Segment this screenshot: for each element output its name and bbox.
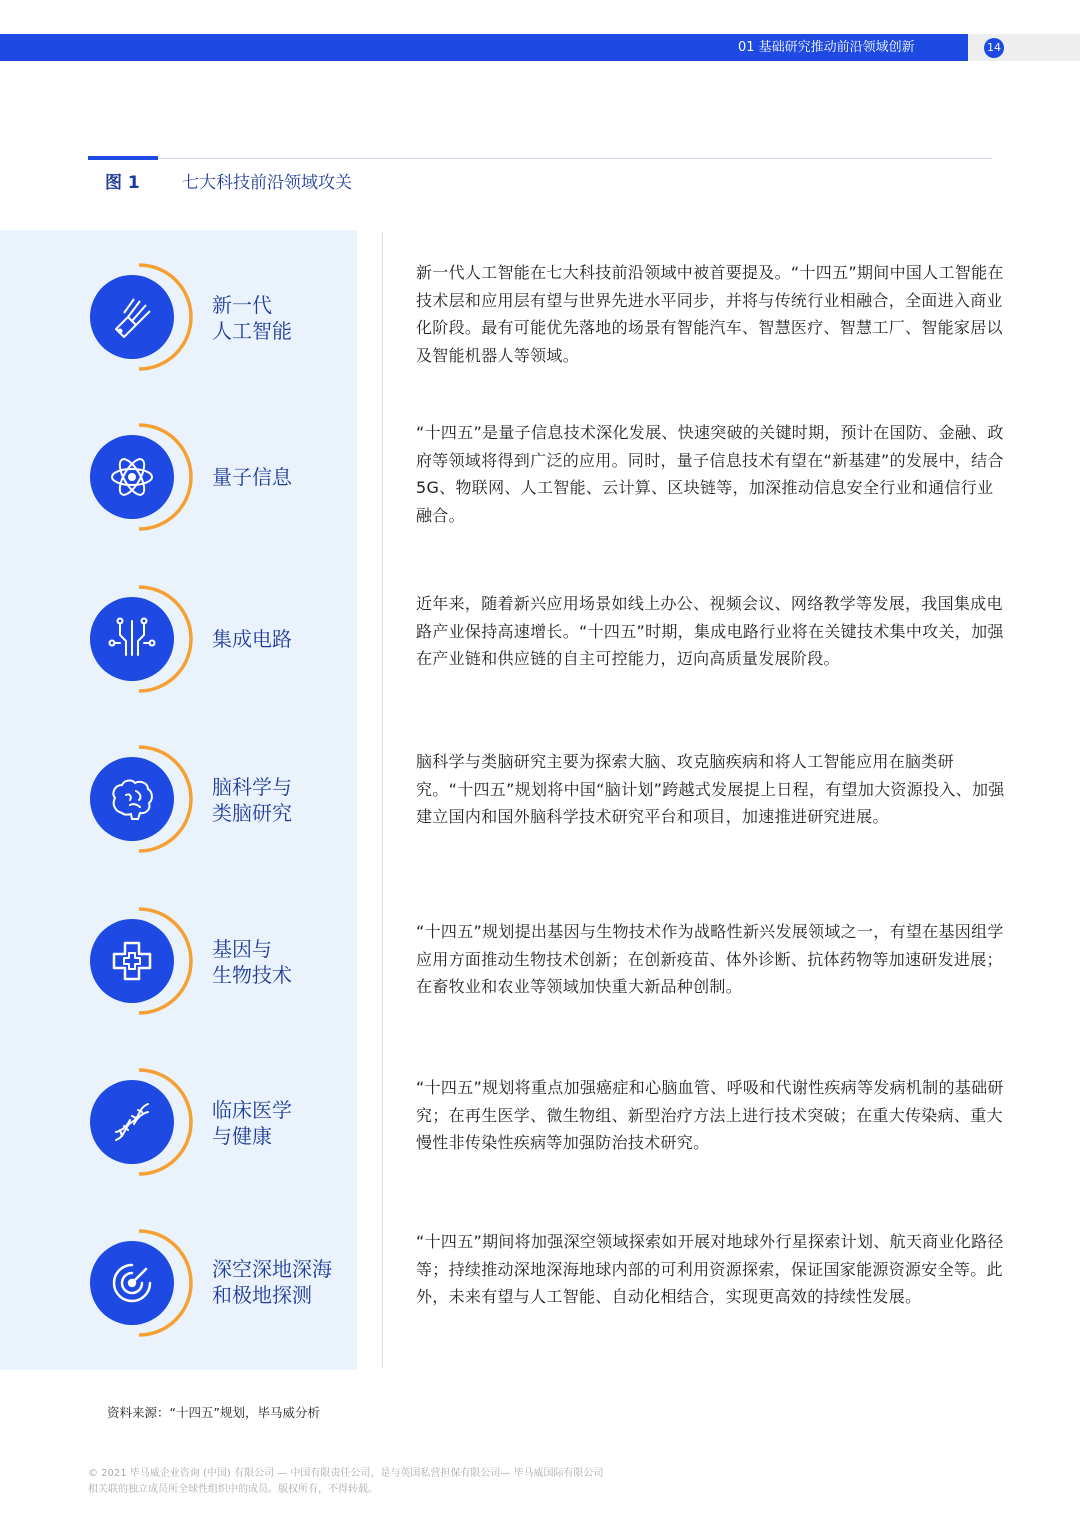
figure-label: 图 1 [105, 173, 140, 193]
icon-badge [84, 1228, 188, 1338]
column-divider [382, 232, 383, 1368]
icon-badge [84, 906, 188, 1016]
robot-hand-icon [106, 291, 158, 343]
item-label: 深空深地深海 和极地探测 [212, 1257, 332, 1307]
circuit-icon [106, 613, 158, 665]
item-label: 新一代 人工智能 [212, 293, 292, 343]
atom-icon [106, 451, 158, 503]
item-description: “十四五”规划提出基因与生物技术作为战略性新兴发展领域之一，有望在基因组学应用方面推动生物技术创新；在创新疫苗、体外诊断、抗体药物等加速研发进展；在畜牧业和农业等领域加快重大新品种创制。 [416, 922, 1004, 997]
item-label: 基因与 生物技术 [212, 937, 292, 987]
icon-badge [84, 1067, 188, 1177]
icon-badge [84, 422, 188, 532]
figure-title: 七大科技前沿领域攻关 [182, 173, 352, 193]
page-number: 14 [984, 38, 1004, 58]
icon-badge [84, 744, 188, 854]
figure-rule-accent [88, 156, 158, 160]
item-description: “十四五”是量子信息技术深化发展、快速突破的关键时期，预计在国防、金融、政府等领域将得到广泛的应用。同时，量子信息技术有望在“新基建”的发展中，结合5G、物联网、人工智能、云计算、区块链等，加深推动信息安全行业和通信行业融合。 [416, 423, 1004, 525]
item-label: 临床医学 与健康 [212, 1098, 292, 1148]
item-label: 量子信息 [212, 465, 292, 489]
copyright-line-1: © 2021 毕马威企业咨询 (中国) 有限公司 — 中国有限责任公司，是与英国私营担保有限公司— 毕马威国际有限公司 [88, 1468, 604, 1479]
section-title: 01 基础研究推动前沿领域创新 [738, 40, 915, 55]
source-note: 资料来源：“十四五”规划，毕马威分析 [107, 1405, 320, 1420]
icon-badge [84, 584, 188, 694]
medical-cross-icon [106, 935, 158, 987]
brain-icon [106, 773, 158, 825]
icon-badge [84, 262, 188, 372]
item-label: 集成电路 [212, 627, 292, 651]
item-description: “十四五”期间将加强深空领域探索如开展对地球外行星探索计划、航天商业化路径等；持续推动深地深海地球内部的可利用资源探索，保证国家能源资源安全等。此外，未来有望与人工智能、自动化相结合，实现更高效的持续性发展。 [416, 1232, 1004, 1307]
item-description: 近年来，随着新兴应用场景如线上办公、视频会议、网络教学等发展，我国集成电路产业保持高速增长。“十四五”时期，集成电路行业将在关键技术集中攻关，加强在产业链和供应链的自主可控能力，迈向高质量发展阶段。 [416, 594, 1004, 669]
item-description: 新一代人工智能在七大科技前沿领域中被首要提及。“十四五”期间中国人工智能在技术层和应用层有望与世界先进水平同步，并将与传统行业相融合，全面进入商业化阶段。最有可能优先落地的场景有智能汽车、智慧医疗、智慧工厂、智能家居以及智能机器人等领域。 [416, 263, 1004, 365]
dna-icon [106, 1096, 158, 1148]
radar-icon [106, 1257, 158, 1309]
item-description: 脑科学与类脑研究主要为探索大脑、攻克脑疾病和将人工智能应用在脑类研究。“十四五”规划将中国“脑计划”跨越式发展提上日程，有望加大资源投入、加强建立国内和国外脑科学技术研究平台和项目，加速推进研究进展。 [416, 752, 1005, 827]
figure-rule [88, 158, 992, 159]
item-description: “十四五”规划将重点加强癌症和心脑血管、呼吸和代谢性疾病等发病机制的基础研究；在再生医学、微生物组、新型治疗方法上进行技术突破；在重大传染病、重大慢性非传染性疾病等加强防治技术研究。 [416, 1078, 1004, 1153]
item-label: 脑科学与 类脑研究 [212, 775, 292, 825]
copyright-line-2: 相关联的独立成员所全球性组织中的成员。版权所有，不得转载。 [88, 1484, 378, 1495]
copyright-notice [88, 1466, 688, 1498]
